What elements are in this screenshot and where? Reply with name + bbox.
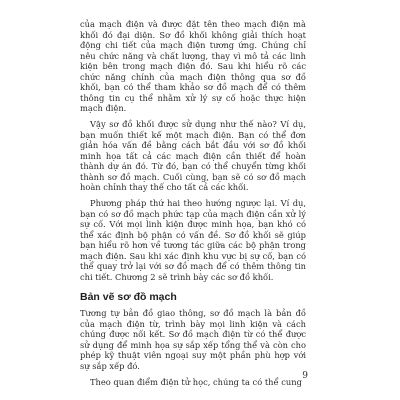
body-text (80, 19, 306, 393)
paragraph-block-diagram-usage: Vậy sơ đồ khối được sử dụng như thế nào? Ví dụ, bạn muốn thiết kế một mạch điện. Bạn có thể đơn giản hóa vấn đề bằng cách bắt đầu với sơ đồ khối minh họa tất cả các mạch điện cần thiết để hoàn thành dự án đó. Từ đó, bạn có thể chuyển từng khối thành sơ đồ mạch. Cuối cùng, bạn sẽ có sơ đồ mạch hoàn chỉnh thay thế cho tất cả các khối. (80, 119, 306, 192)
paragraph-electronics-viewpoint: Theo quan điểm điện tử học, chúng ta có thể cung (90, 376, 302, 387)
section-heading-schematic: Bản vẽ sơ đồ mạch (80, 291, 177, 303)
paragraph-reverse-method: Phương pháp thứ hai theo hướng ngược lại. Ví dụ, bạn có sơ đồ mạch phức tạp của mạch điện cần xử lý sự cố. Với mọi linh kiện được minh họa, bạn khó có thể xác định bộ phận có vấn đề. Sơ đồ khối sẽ giúp bạn hiểu rõ hơn về tương tác giữa các bộ phận trong mạch điện. Sau khi xác định khu vực bị sự cố, bạn có thể quay trở lại với sơ đồ mạch để có thêm thông tin chi tiết. Chương 2 sẽ trình bày các sơ đồ khối. (80, 198, 306, 282)
paragraph-continued-block-diagram: của mạch điện và được đặt tên theo mạch điện mà khối đó đại diện. Sơ đồ khối không giải thích hoạt động chi tiết của mạch điện tương ứng. Chúng chỉ nêu chức năng và chất lượng, thay vì mô tả các linh kiện bên trong mạch điện đó. Sau khi hiểu rõ các chức năng chính của mạch điện thông qua sơ đồ khối, bạn có thể tham khảo sơ đồ mạch để có thêm thông tin cụ thể nhằm xử lý sự cố hoặc thực hiện mạch điện. (80, 19, 306, 113)
page-number: 9 (302, 371, 308, 381)
paragraph-schematic-definition: Tương tự bản đồ giao thông, sơ đồ mạch là bản đồ của mạch điện từ, trình bày mọi linh kiện và cách chúng được nối kết. Sơ đồ mạch điện từ có thể được sử dụng để minh họa sự sắp xếp tổng thể và còn cho phép kỹ thuật viên ngoại suy một phần phù hợp với sự sắp xếp đó. (80, 308, 306, 371)
